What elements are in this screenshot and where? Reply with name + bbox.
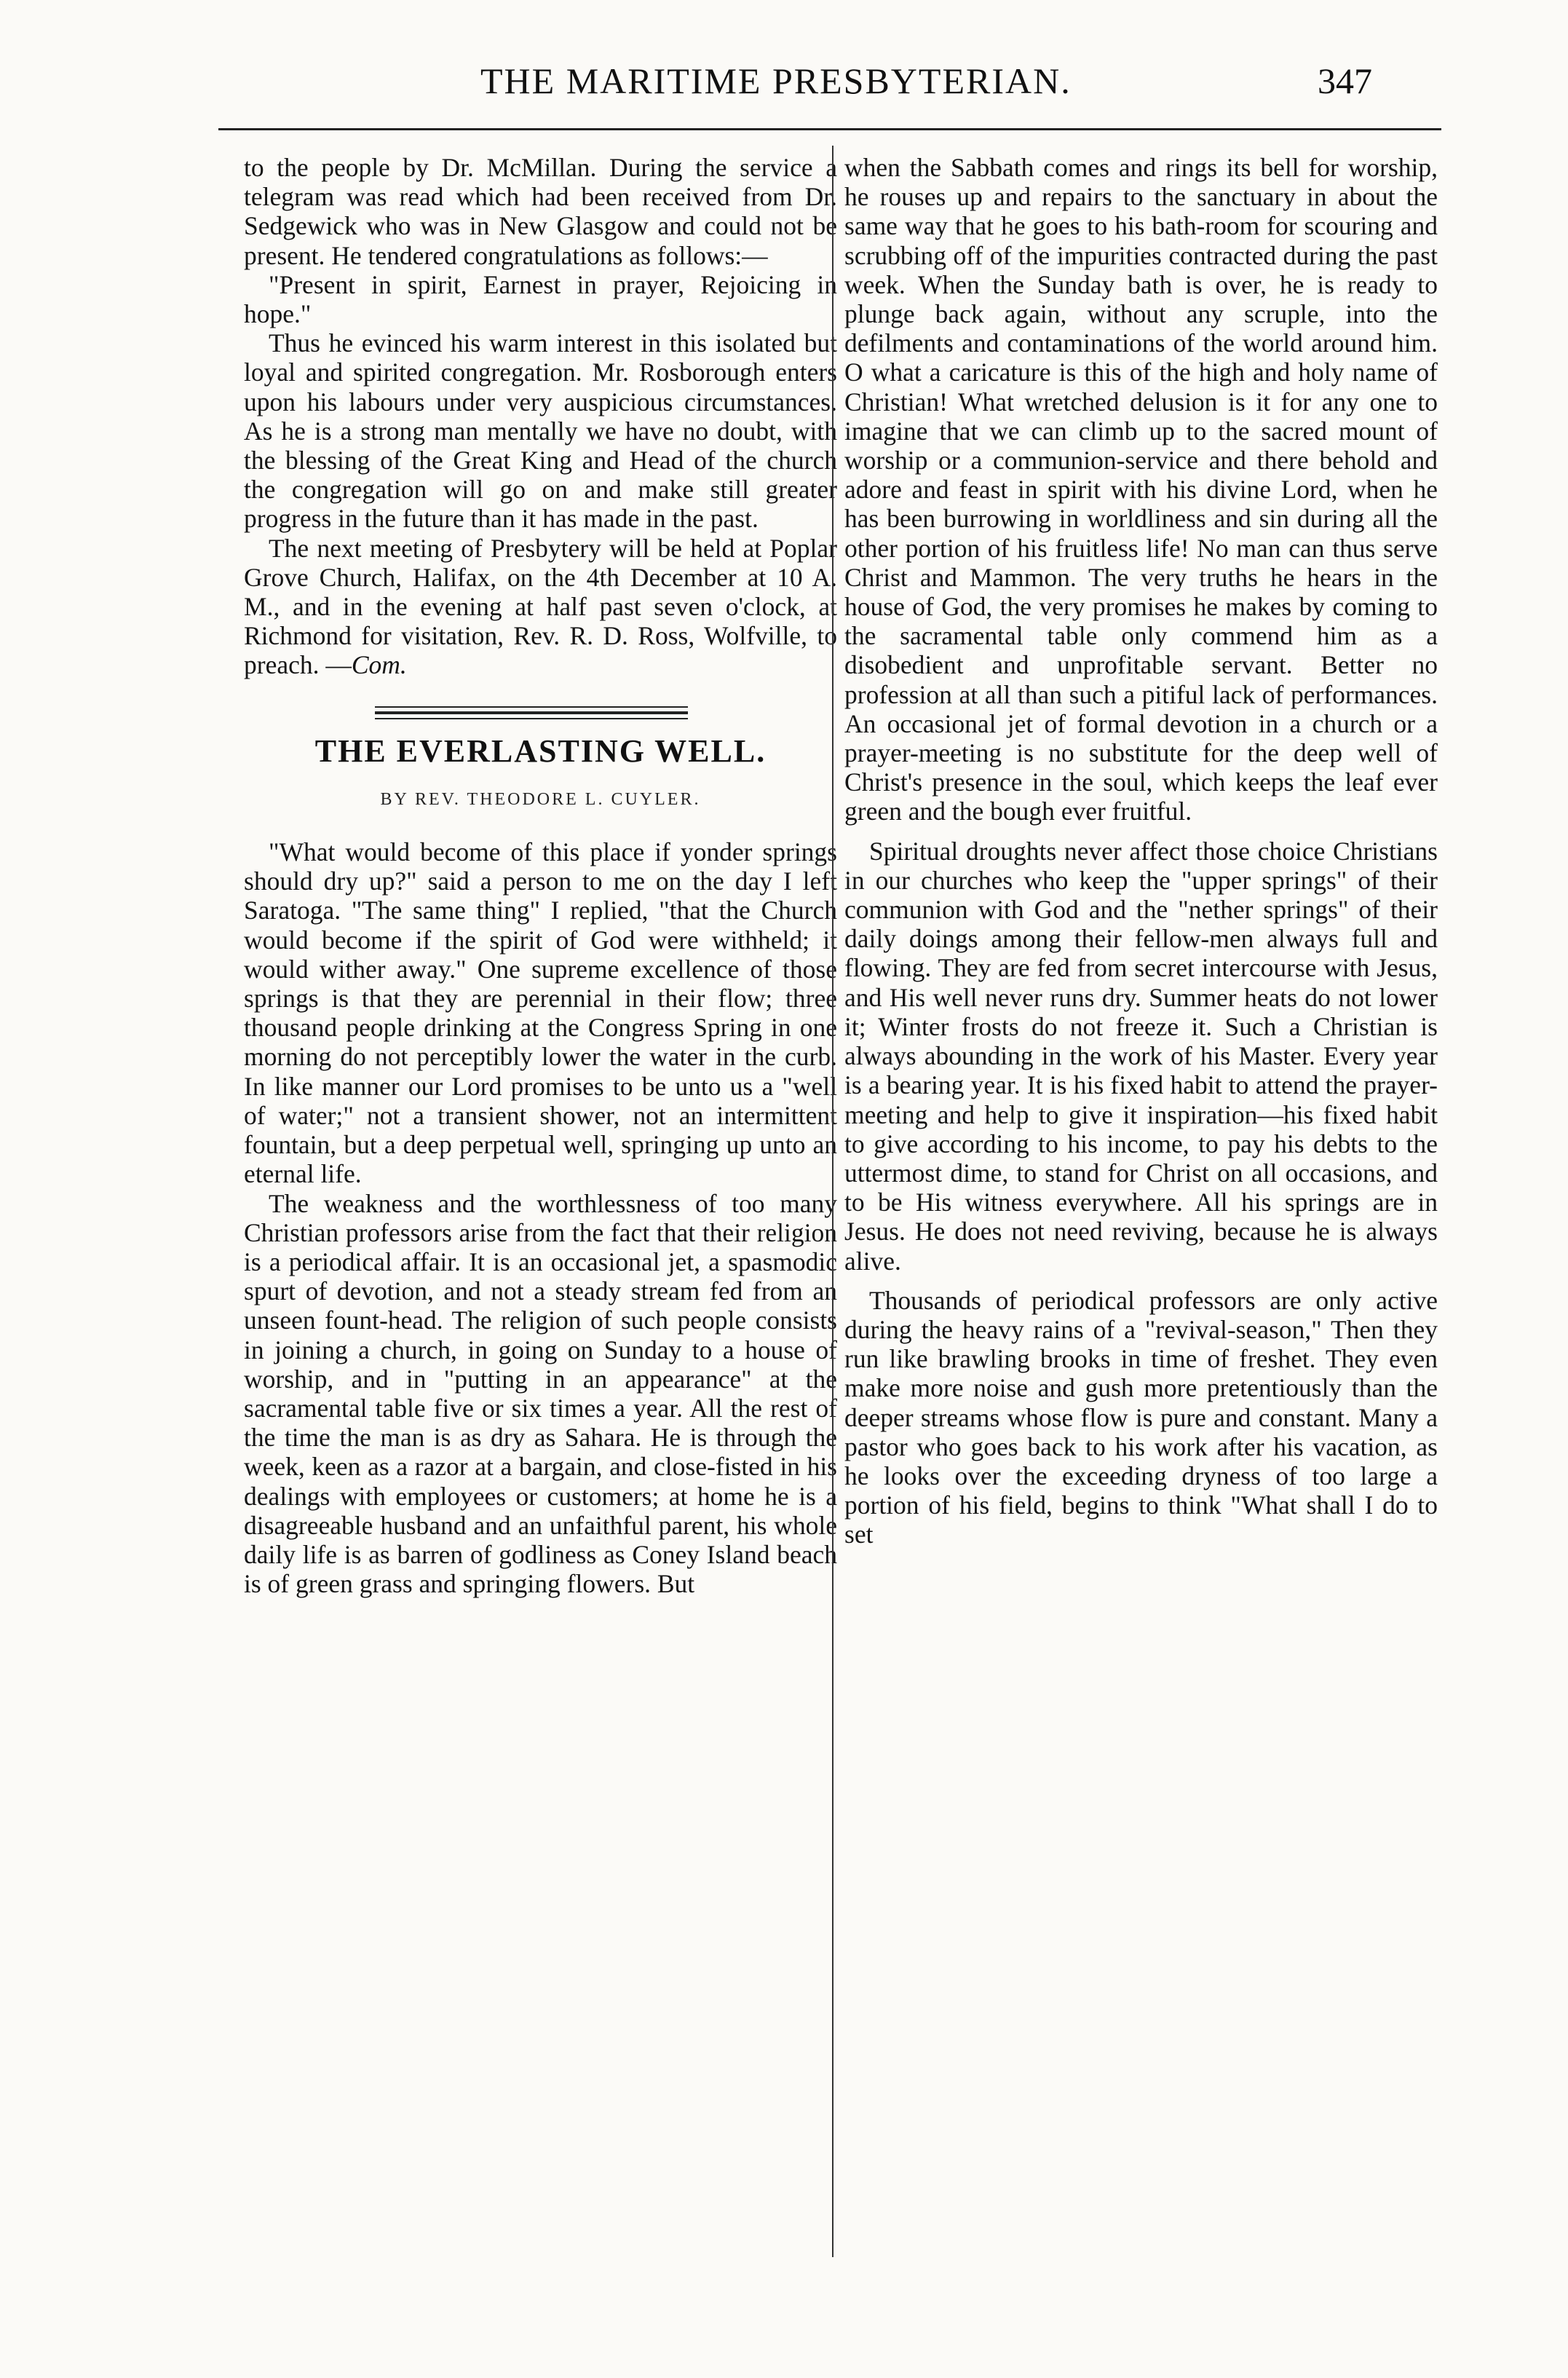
paragraph: to the people by Dr. McMillan. During the service a telegram was read which had been received from Dr. Sedgewick who was in New Glasgow and could not be present. He tendered congratulations as follows:— bbox=[244, 153, 837, 270]
article-byline: BY REV. THEODORE L. CUYLER. bbox=[380, 789, 701, 809]
notice-text: The next meeting of Presbytery will be held at Poplar Grove Church, Halifax, on the 4th December at 10 A. M., and in the evening at half past seven o'clock, at Richmond for visitation, Rev. R. D. Ross, Wolfville, to preach. — bbox=[244, 533, 837, 680]
signoff: Com. bbox=[351, 650, 407, 680]
left-column bbox=[244, 153, 837, 1598]
paragraph: Thousands of periodical professors are only active during the heavy rains of a "revival-season," Then they run like brawling brooks in time of freshet. They even make more noise and gush more pretentiously than the deeper streams whose flow is pure and constant. Many a pastor who goes back to his work after his vacation, as he looks over the exceeding dryness of too large a portion of his field, begins to think "What shall I do to set bbox=[844, 1285, 1438, 1549]
right-column bbox=[844, 153, 1438, 1549]
paragraph: Spiritual droughts never affect those choice Christians in our churches who keep the "upper springs" of their communion with God and the "nether springs" of their daily doings among their fellow-men always full and flowing. They are fed from secret intercourse with Jesus, and His well never runs dry. Summer heats do not lower it; Winter frosts do not freeze it. Such a Christian is always abounding in the work of his Master. Every year is a bearing year. It is his fixed habit to attend the prayer-meeting and help to give it inspiration—his fixed habit to give according to his income, to pay his debts to the uttermost dime, to stand for Christ on all occasions, and to be His witness everywhere. All his springs are in Jesus. He does not need reviving, because he is always alive. bbox=[844, 836, 1438, 1276]
paragraph: Thus he evinced his warm interest in this isolated but loyal and spirited congregation. Mr. Rosborough enters upon his labours under very auspicious circumstances. As he is a strong man mentally we have no doubt, with the blessing of the Great King and Head of the church the congregation will go on and make still greater progress in the future than it has made in the past. bbox=[244, 328, 837, 534]
running-title: THE MARITIME PRESBYTERIAN. bbox=[480, 60, 1072, 101]
page-header bbox=[240, 60, 1405, 118]
section-divider bbox=[244, 700, 837, 722]
presbytery-notice bbox=[244, 534, 837, 680]
page-number: 347 bbox=[1318, 60, 1372, 101]
header-rule bbox=[218, 128, 1441, 130]
paragraph: "What would become of this place if yonder springs should dry up?" said a person to me on the day I left Saratoga. "The same thing" I replied, "that the Church would become if the spirit of God were withheld; it would wither away." One supreme excellence of those springs is that they are perennial in their flow; three thousand people drinking at the Congress Spring in one morning do not perceptibly lower the water in the curb. In like manner our Lord promises to be unto us a "well of water;" not a transient shower, not an intermittent fountain, but a deep perpetual well, springing up unto an eternal life. bbox=[244, 837, 837, 1189]
telegram-quote: "Present in spirit, Earnest in prayer, Rejoicing in hope." bbox=[244, 269, 837, 329]
article-title: THE EVERLASTING WELL. bbox=[314, 732, 767, 769]
column-divider bbox=[832, 146, 834, 2257]
paragraph: The weakness and the worthlessness of too many Christian professors arise from the fact that their religion is a periodical affair. It is an occasional jet, a spasmodic spurt of devotion, and not a steady stream fed from an unseen fount-head. The religion of such people consists in joining a church, in going on Sunday to a house of worship, and in "putting in an appearance" at the sacramental table five or six times a year. All the rest of the time the man is as dry as Sahara. He is through the week, keen as a razor at a bargain, and close-fisted in his dealings with employees or customers; at home he is a disagreeable husband and an unfaithful parent, his whole daily life is as barren of godliness as Coney Island beach is of green grass and springing flowers. But bbox=[244, 1188, 837, 1599]
paragraph: when the Sabbath comes and rings its bell for worship, he rouses up and repairs to the sanctuary in about the same way that he goes to his bath-room for scouring and scrubbing off of the impurities contracted during the past week. When the Sunday bath is over, he is ready to plunge back again, without any scruple, into the defilments and contaminations of the world around him. O what a caricature is this of the high and holy name of Christian! What wretched delusion is it for any one to imagine that we can climb up to the sacred mount of worship or a communion-service and there behold and adore and feast in spirit with his divine Lord, when he has been burrowing in worldliness and sin during all the other portion of his fruitless life! No man can thus serve Christ and Mammon. The very truths he hears in the house of God, the very promises he makes by coming to the sacramental table only commend him as a disobedient and unprofitable servant. Better no profession at all than such a pitiful lack of performances. An occasional jet of formal devotion in a church or a prayer-meeting is no substitute for the deep well of Christ's presence in the soul, which keeps the leaf ever green and the bough ever fruitful. bbox=[844, 153, 1438, 826]
